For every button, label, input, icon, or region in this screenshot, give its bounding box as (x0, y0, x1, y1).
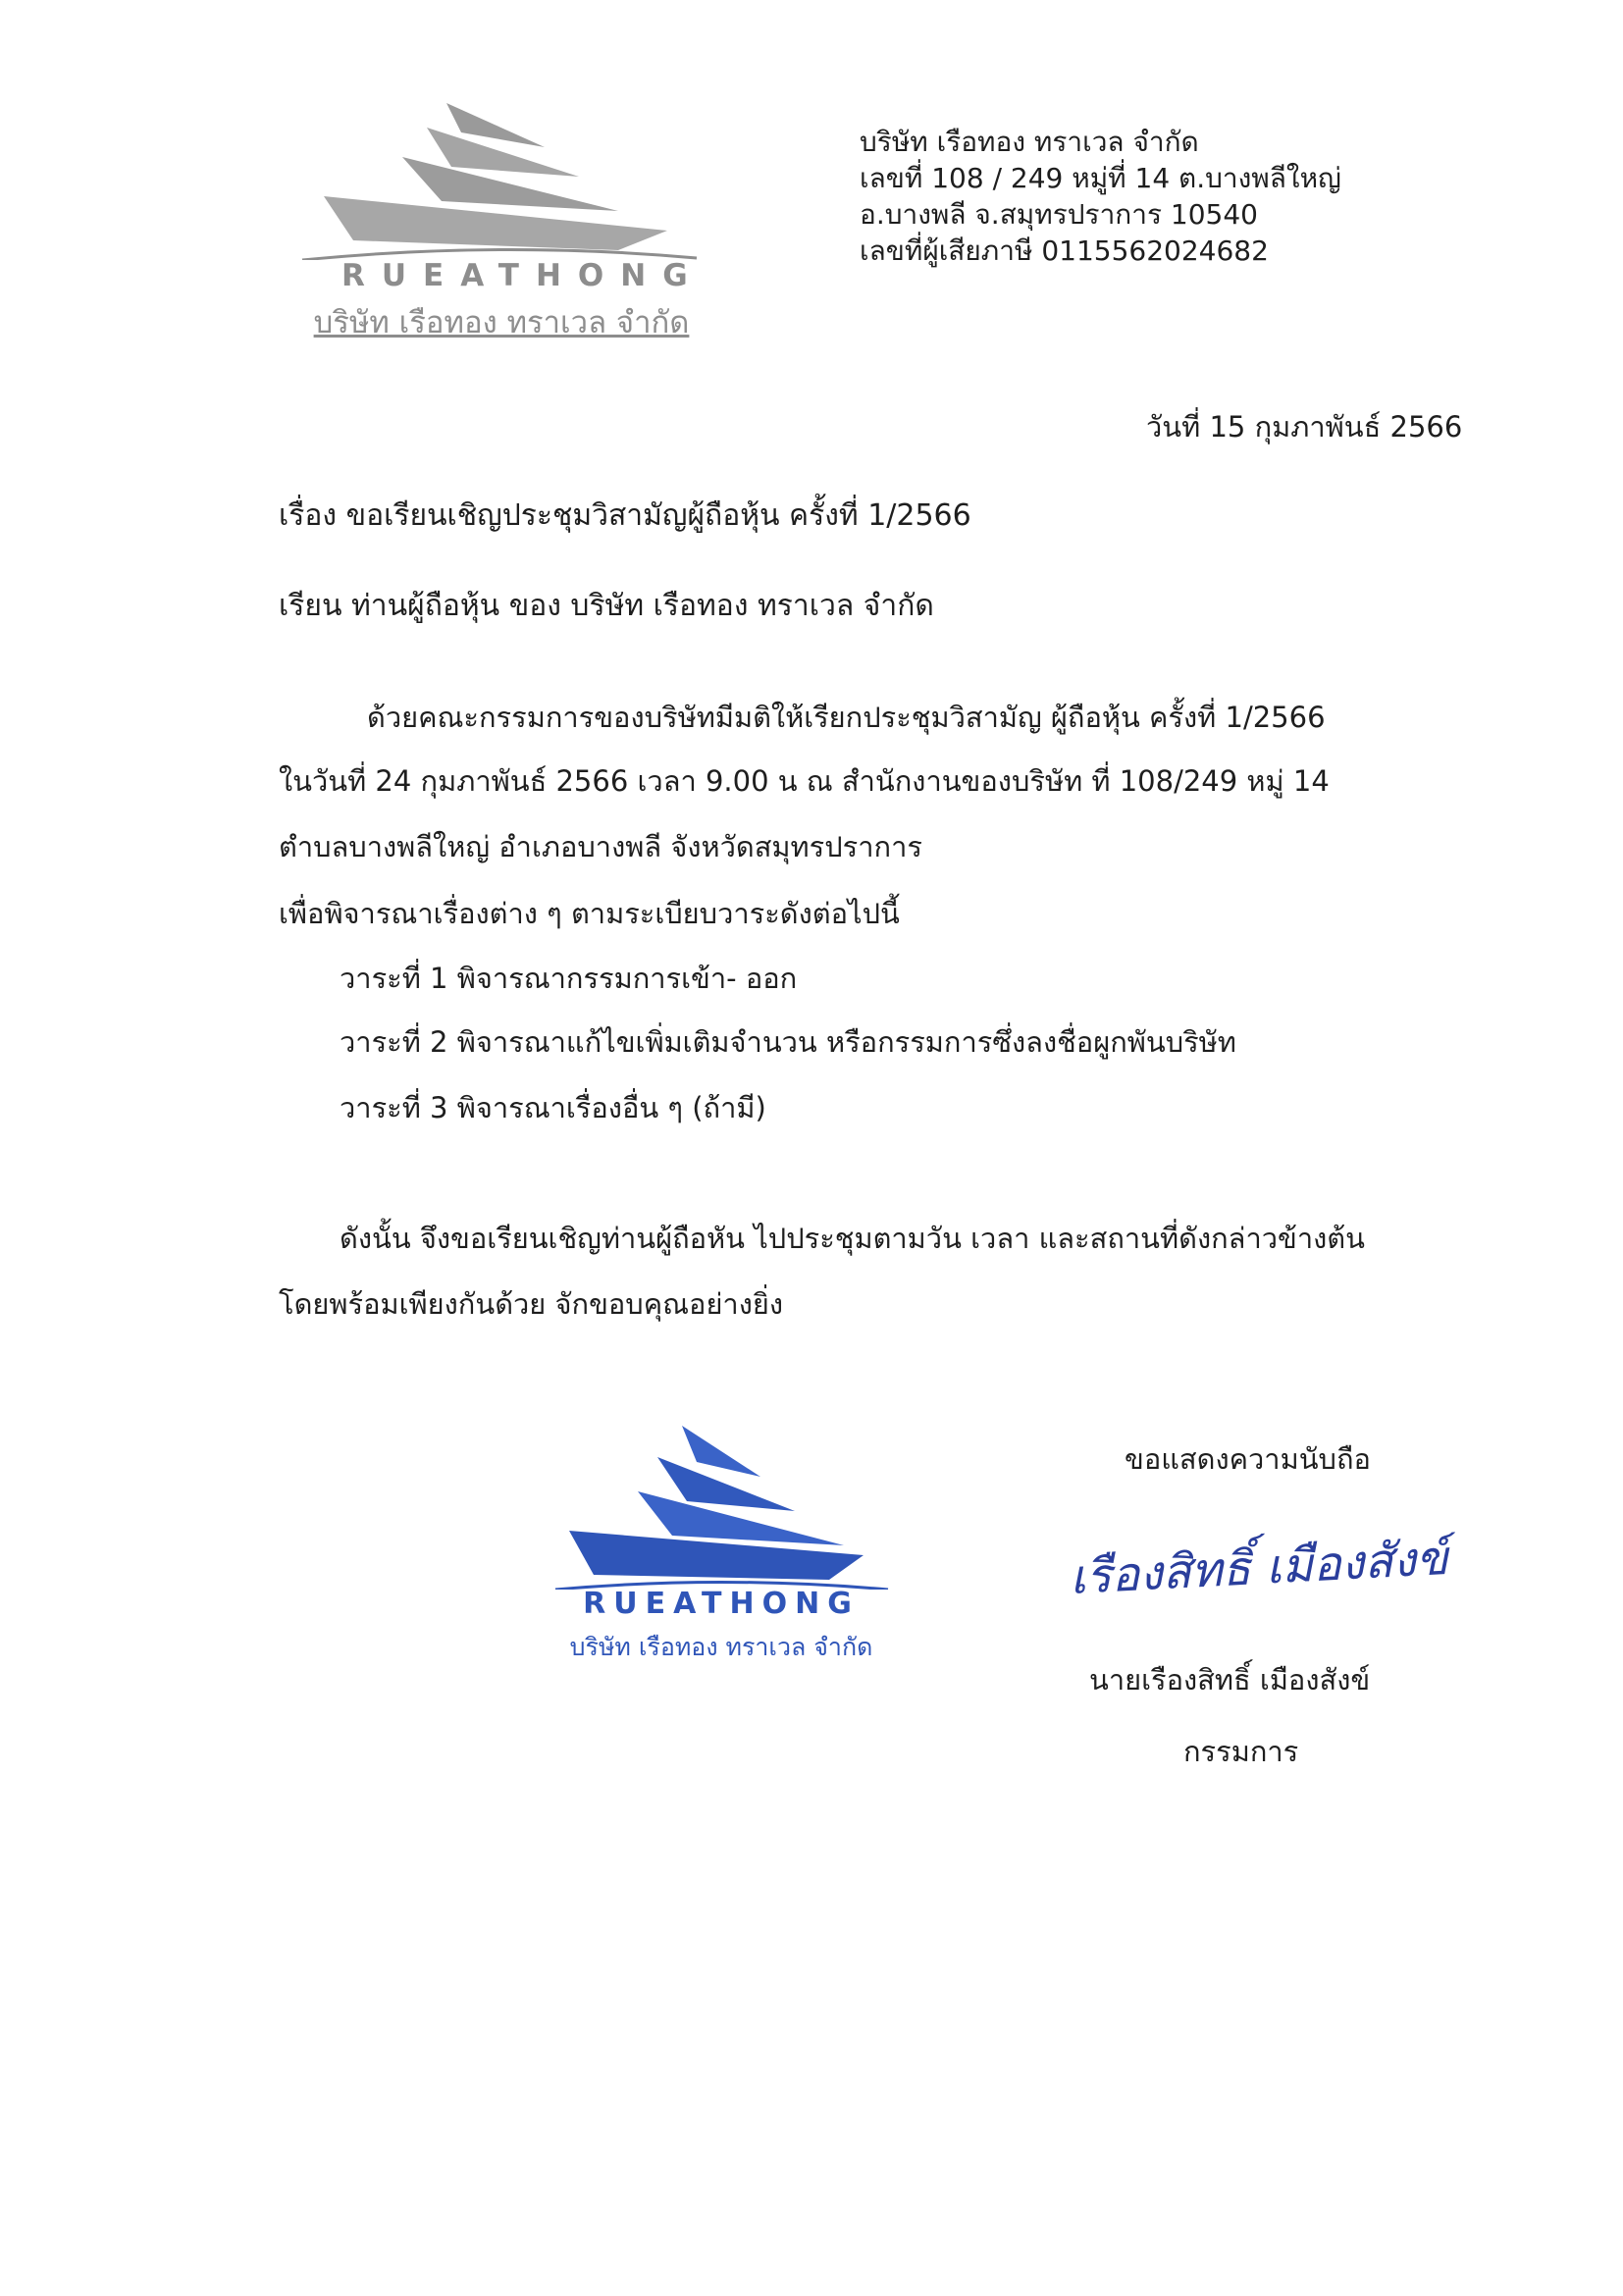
ship-logo-graphic (294, 93, 707, 260)
signatory-name: นายเรืองสิทธิ์ เมืองสังข์ (1089, 1663, 1371, 1696)
company-address-block (860, 124, 1341, 269)
closing-salutation: ขอแสดงความนับถือ (1125, 1442, 1371, 1476)
body-line-1: ด้วยคณะกรรมการของบริษัทมีมติให้เรียกประชุมวิสามัญ ผู้ถือหุ้น ครั้งที่ 1/2566 (367, 701, 1326, 734)
agenda-item: วาระที่ 1 พิจารณากรรมการเข้า- ออก (340, 962, 798, 995)
letter-date: วันที่ 15 กุมภาพันธ์ 2566 (1146, 410, 1463, 444)
agenda-item: วาระที่ 2 พิจารณาแก้ไขเพิ่มเติมจำนวน หรือกรรมการซึ่งลงชื่อผูกพันบริษัท (340, 1025, 1236, 1059)
company-logo (294, 93, 707, 339)
stamp-subtitle-text: บริษัท เรือทอง ทราเวล จำกัด (569, 1633, 873, 1661)
body-line-4: เพื่อพิจารณาเรื่องต่าง ๆ ตามระเบียบวาระดังต่อไปนี้ (279, 897, 900, 930)
letter-recipient: เรียน ท่านผู้ถือหุ้น ของ บริษัท เรือทอง ทราเวล จำกัด (279, 589, 934, 623)
letter-subject: เรื่อง ขอเรียนเชิญประชุมวิสามัญผู้ถือหุ้น ครั้งที่ 1/2566 (279, 498, 971, 533)
tax-id: เลขที่ผู้เสียภาษี 0115562024682 (860, 235, 1269, 267)
handwritten-signature: เรืองสิทธิ์ เมืองสังข์ (1068, 1530, 1450, 1606)
closing-paragraph-line-2: โดยพร้อมเพียงกันด้วย จักขอบคุณอย่างยิ่ง (279, 1287, 784, 1321)
body-line-3: ตำบลบางพลีใหญ่ อำเภอบางพลี จังหวัดสมุทรปราการ (279, 830, 922, 863)
address-line-1: เลขที่ 108 / 249 หมู่ที่ 14 ต.บางพลีใหญ่ (860, 162, 1341, 194)
company-stamp (550, 1418, 893, 1673)
signatory-position: กรรมการ (1183, 1735, 1299, 1768)
logo-subtitle-text: บริษัท เรือทอง ทราเวล จำกัด (313, 305, 690, 340)
address-line-2: อ.บางพลี จ.สมุทรปราการ 10540 (860, 198, 1258, 231)
logo-brand-text: RUEATHONG (341, 258, 705, 293)
agenda-item: วาระที่ 3 พิจารณาเรื่องอื่น ๆ (ถ้ามี) (340, 1091, 766, 1124)
stamp-brand-text: RUEATHONG (583, 1587, 860, 1621)
ship-stamp-graphic (550, 1418, 893, 1590)
company-name: บริษัท เรือทอง ทราเวล จำกัด (860, 126, 1199, 158)
closing-paragraph-line-1: ดังนั้น จึงขอเรียนเชิญท่านผู้ถือหัน ไปประชุมตามวัน เวลา และสถานที่ดังกล่าวข้างต้น (340, 1222, 1365, 1255)
body-line-2: ในวันที่ 24 กุมภาพันธ์ 2566 เวลา 9.00 น ณ สำนักงานของบริษัท ที่ 108/249 หมู่ 14 (279, 764, 1330, 798)
